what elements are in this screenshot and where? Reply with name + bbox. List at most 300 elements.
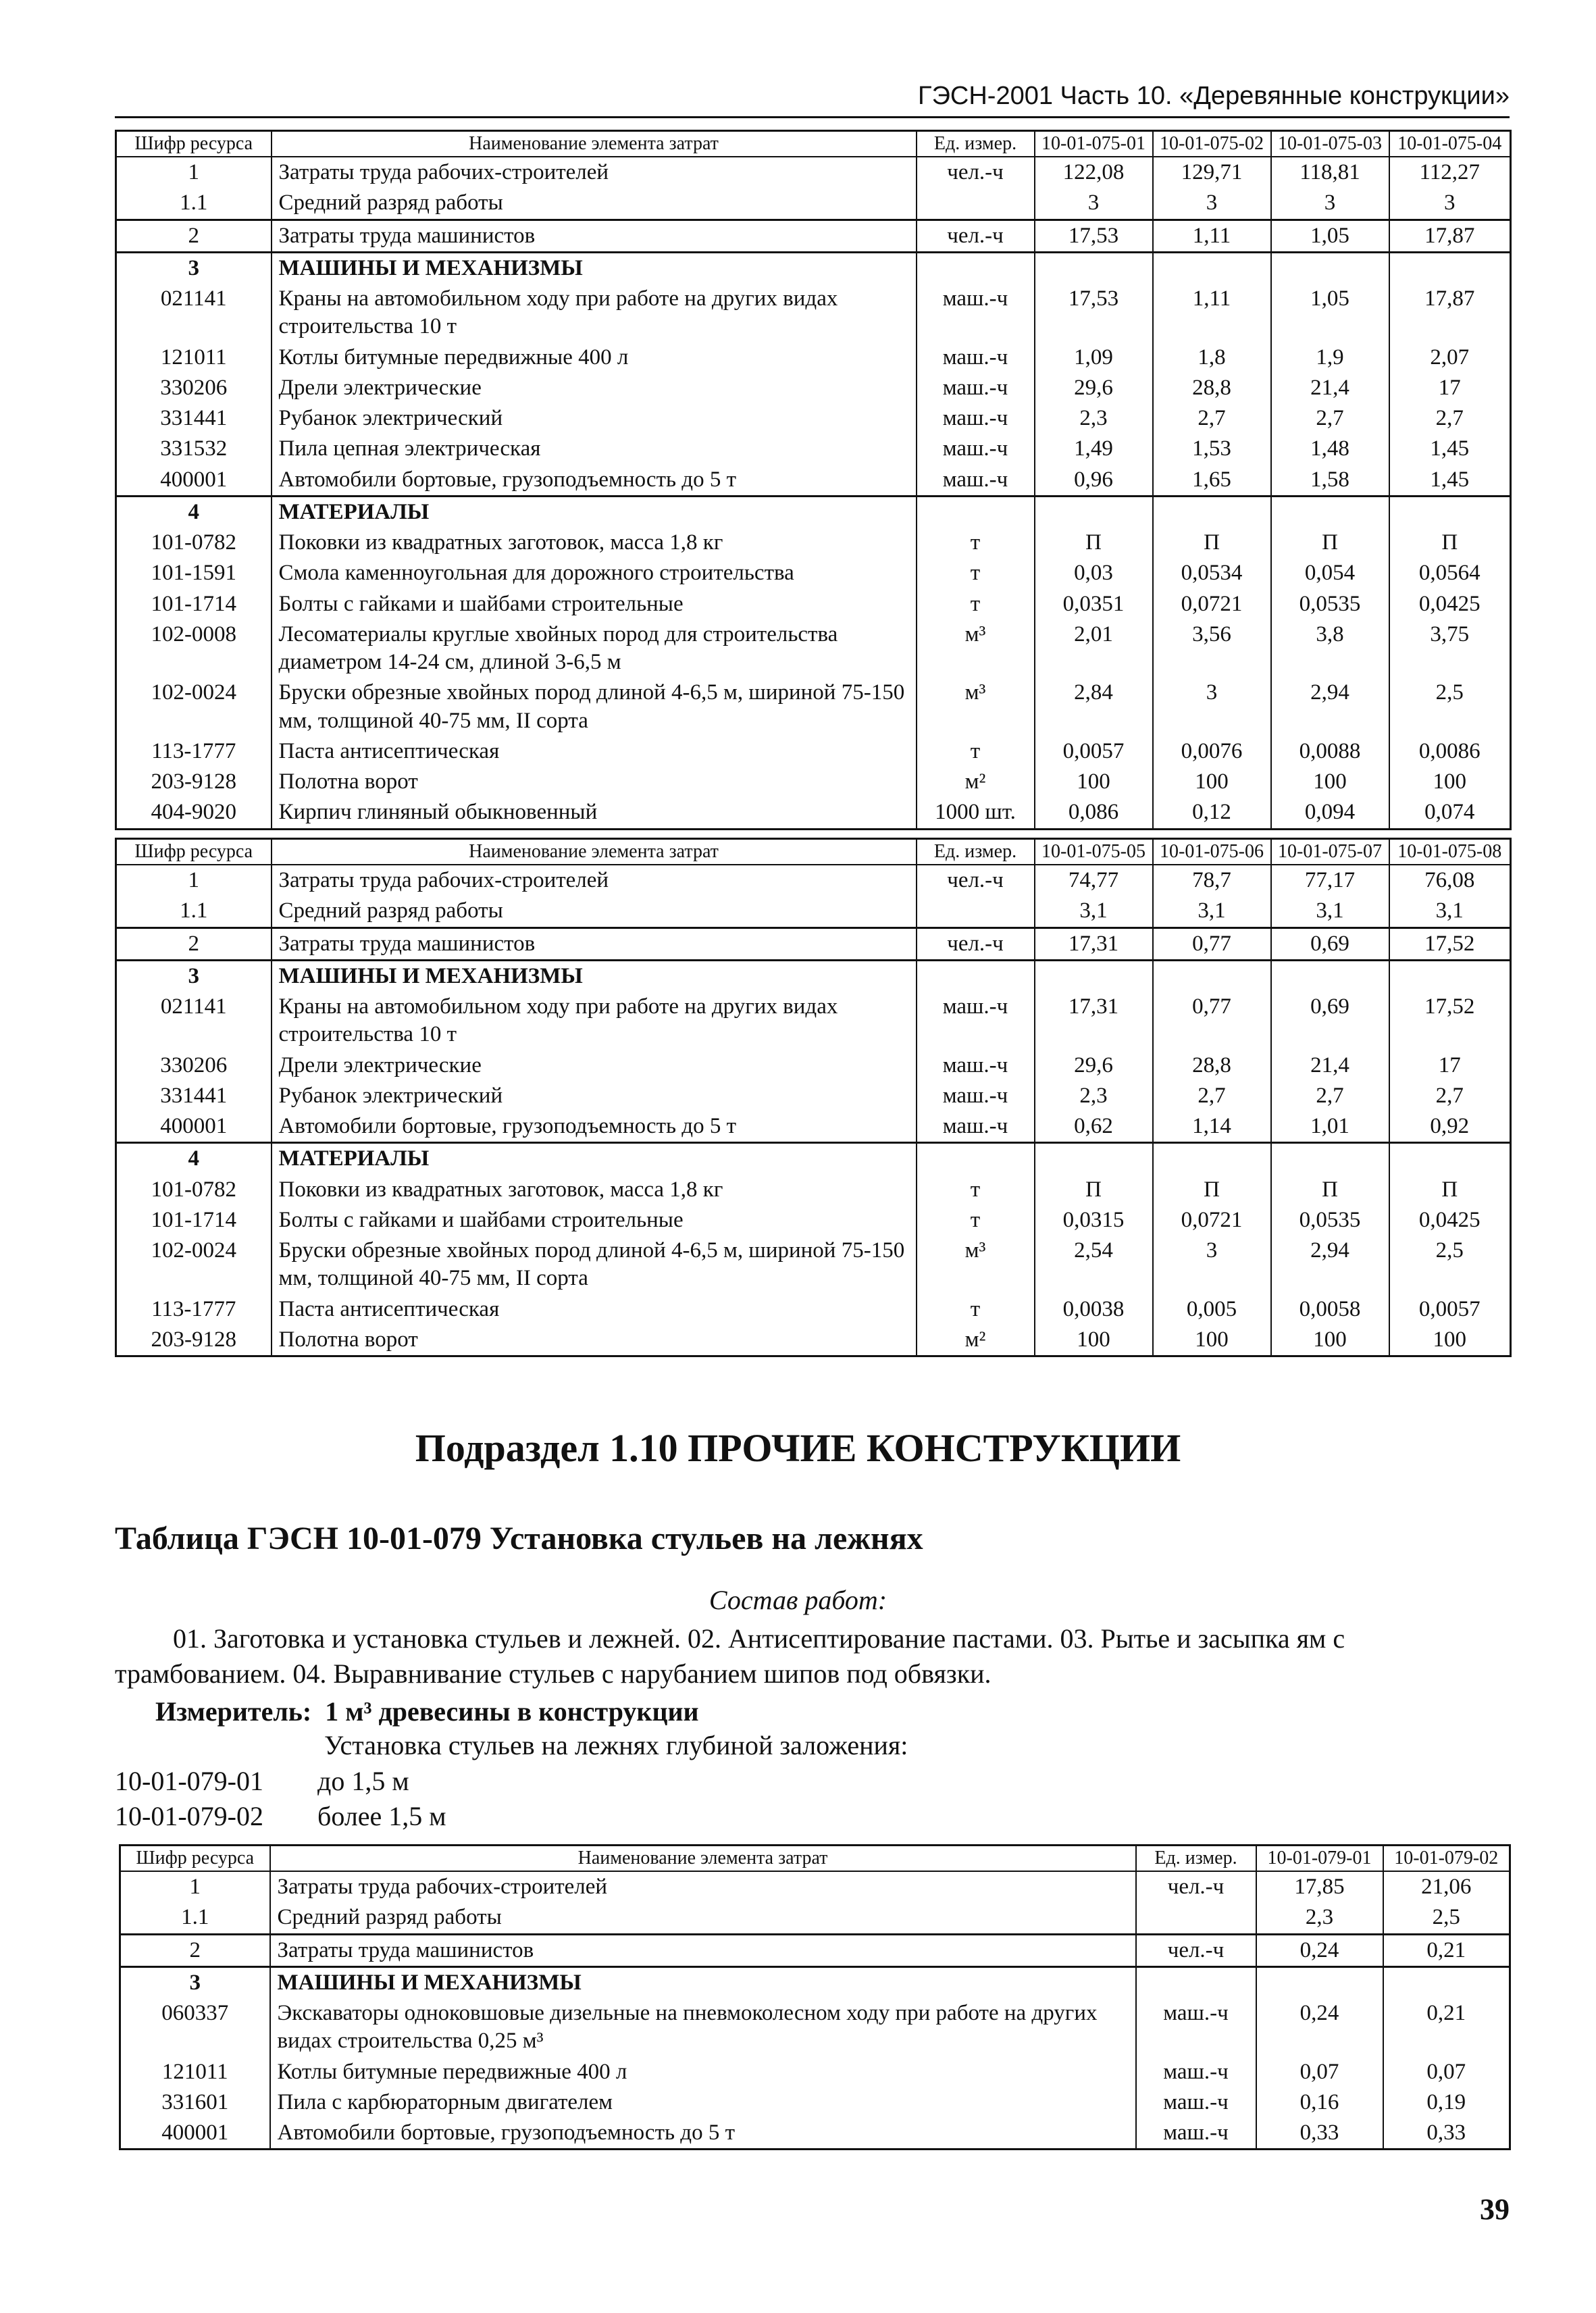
cost-item-name: Средний разряд работы: [272, 896, 917, 927]
value-cell: 1,9: [1271, 342, 1389, 373]
value-cell: [1271, 960, 1389, 992]
value-cell: 77,17: [1271, 865, 1389, 896]
cost-item-name: Болты с гайками и шайбами строительные: [272, 589, 917, 619]
value-cell: П: [1389, 528, 1511, 558]
resource-code: 060337: [120, 1998, 270, 2057]
value-cell: 100: [1035, 767, 1153, 797]
value-cell: 100: [1035, 1325, 1153, 1356]
table-row: [116, 797, 1511, 829]
value-cell: 100: [1271, 767, 1389, 797]
table-row: [116, 1143, 1511, 1175]
value-cell: 2,94: [1271, 678, 1389, 736]
unit-cell: чел.-ч: [917, 865, 1035, 896]
value-cell: 17,52: [1389, 992, 1511, 1050]
cost-item-name: Затраты труда машинистов: [272, 220, 917, 252]
table-row: [116, 373, 1511, 403]
unit-cell: [917, 960, 1035, 992]
variant-text: более 1,5 м: [317, 1801, 446, 1831]
value-cell: 0,0564: [1389, 558, 1511, 588]
table-row: [116, 927, 1511, 960]
table-row: [116, 1205, 1511, 1236]
value-cell: 3: [1153, 678, 1271, 736]
unit-cell: т: [917, 589, 1035, 619]
value-cell: 0,62: [1035, 1111, 1153, 1143]
table-row: [120, 2118, 1510, 2150]
table-header-row: [120, 1846, 1510, 1872]
table-row: [116, 1081, 1511, 1111]
value-cell: 0,054: [1271, 558, 1389, 588]
table-header-row: [116, 839, 1511, 865]
value-cell: 1,45: [1389, 434, 1511, 464]
value-cell: 2,5: [1383, 1902, 1510, 1934]
table-row: [116, 188, 1511, 220]
value-cell: 2,94: [1271, 1236, 1389, 1294]
value-cell: 1,45: [1389, 465, 1511, 497]
value-cell: 0,77: [1153, 927, 1271, 960]
table-row: [116, 496, 1511, 528]
value-cell: 0,0315: [1035, 1205, 1153, 1236]
cost-item-name: Кирпич глиняный обыкновенный: [272, 797, 917, 829]
value-cell: 17,53: [1035, 220, 1153, 252]
resource-code: 101-1714: [116, 589, 272, 619]
column-header: 10-01-075-06: [1153, 839, 1271, 865]
resource-code: 1: [120, 1871, 270, 1902]
unit-cell: м²: [917, 767, 1035, 797]
unit-cell: чел.-ч: [917, 927, 1035, 960]
unit-cell: м³: [917, 619, 1035, 678]
table-row: [116, 619, 1511, 678]
cost-item-name: Автомобили бортовые, грузоподъемность до 5 т: [272, 465, 917, 497]
value-cell: 2,7: [1389, 1081, 1511, 1111]
table-row: [116, 465, 1511, 497]
value-cell: 0,0057: [1035, 736, 1153, 767]
cost-item-name: Пила с карбюраторным двигателем: [270, 2087, 1136, 2118]
value-cell: 17,31: [1035, 927, 1153, 960]
value-cell: 2,84: [1035, 678, 1153, 736]
value-cell: 17: [1389, 373, 1511, 403]
resource-code: 2: [116, 927, 272, 960]
column-header: Шифр ресурса: [120, 1846, 270, 1872]
value-cell: [1153, 960, 1271, 992]
unit-cell: маш.-ч: [917, 1050, 1035, 1081]
value-cell: 17,87: [1389, 284, 1511, 342]
value-cell: 0,16: [1256, 2087, 1383, 2118]
value-cell: [1271, 252, 1389, 284]
table-header-row: [116, 131, 1511, 157]
value-cell: 129,71: [1153, 157, 1271, 188]
value-cell: 2,01: [1035, 619, 1153, 678]
value-cell: [1153, 252, 1271, 284]
running-header: ГЭСН-2001 Часть 10. «Деревянные конструкции»: [115, 76, 1510, 118]
cost-item-name: Паста антисептическая: [272, 736, 917, 767]
value-cell: 100: [1389, 1325, 1511, 1356]
resource-code: 400001: [120, 2118, 270, 2150]
cost-item-name: Краны на автомобильном ходу при работе на других видах строительства 10 т: [272, 284, 917, 342]
table-row: [116, 252, 1511, 284]
cost-item-name: МАТЕРИАЛЫ: [272, 496, 917, 528]
value-cell: 2,7: [1271, 403, 1389, 434]
column-header: 10-01-075-02: [1153, 131, 1271, 157]
measure-value: 1 м³ древесины в конструкции: [325, 1696, 699, 1727]
value-cell: [1256, 1966, 1383, 1998]
unit-cell: маш.-ч: [917, 1111, 1035, 1143]
column-header: 10-01-079-02: [1383, 1846, 1510, 1872]
column-header: Ед. измер.: [917, 839, 1035, 865]
resource-table-075-05-08: [115, 838, 1512, 1357]
column-header: 10-01-079-01: [1256, 1846, 1383, 1872]
page-number: 39: [1480, 2193, 1510, 2226]
unit-cell: [917, 252, 1035, 284]
table-row: [120, 1871, 1510, 1902]
unit-cell: т: [917, 736, 1035, 767]
cost-item-name: Болты с гайками и шайбами строительные: [272, 1205, 917, 1236]
column-header: 10-01-075-07: [1271, 839, 1389, 865]
value-cell: 0,69: [1271, 992, 1389, 1050]
value-cell: 0,0535: [1271, 1205, 1389, 1236]
value-cell: 29,6: [1035, 1050, 1153, 1081]
resource-code: 102-0024: [116, 1236, 272, 1294]
value-cell: 0,07: [1256, 2057, 1383, 2087]
table-row: [116, 342, 1511, 373]
value-cell: 100: [1271, 1325, 1389, 1356]
table-title: Таблица ГЭСН 10-01-079 Установка стульев на лежнях: [115, 1521, 923, 1556]
value-cell: 2,54: [1035, 1236, 1153, 1294]
value-cell: 0,0534: [1153, 558, 1271, 588]
resource-code: 102-0008: [116, 619, 272, 678]
unit-cell: маш.-ч: [1136, 1998, 1256, 2057]
cost-item-name: Затраты труда машинистов: [272, 927, 917, 960]
resource-code: 4: [116, 496, 272, 528]
value-cell: 29,6: [1035, 373, 1153, 403]
value-cell: [1035, 1143, 1153, 1175]
table-row: [116, 434, 1511, 464]
unit-cell: [917, 188, 1035, 220]
column-header: Наименование элемента затрат: [270, 1846, 1136, 1872]
value-cell: 0,77: [1153, 992, 1271, 1050]
column-header: Ед. измер.: [917, 131, 1035, 157]
unit-cell: чел.-ч: [1136, 1934, 1256, 1966]
resource-code: 101-0782: [116, 528, 272, 558]
cost-item-name: Средний разряд работы: [270, 1902, 1136, 1934]
value-cell: 0,0535: [1271, 589, 1389, 619]
resource-code: 121011: [116, 342, 272, 373]
cost-item-name: Смола каменноугольная для дорожного строительства: [272, 558, 917, 588]
table-row: [120, 1966, 1510, 1998]
unit-cell: [917, 496, 1035, 528]
value-cell: 0,92: [1389, 1111, 1511, 1143]
value-cell: 0,0721: [1153, 589, 1271, 619]
table-row: [116, 896, 1511, 927]
value-cell: 0,0038: [1035, 1294, 1153, 1325]
value-cell: 3: [1035, 188, 1153, 220]
unit-cell: чел.-ч: [917, 220, 1035, 252]
cost-item-name: Поковки из квадратных заготовок, масса 1,8 кг: [272, 528, 917, 558]
value-cell: 78,7: [1153, 865, 1271, 896]
value-cell: 0,074: [1389, 797, 1511, 829]
unit-cell: м³: [917, 678, 1035, 736]
value-cell: 28,8: [1153, 373, 1271, 403]
value-cell: 0,33: [1256, 2118, 1383, 2150]
value-cell: 0,094: [1271, 797, 1389, 829]
cost-item-name: Средний разряд работы: [272, 188, 917, 220]
unit-cell: маш.-ч: [1136, 2118, 1256, 2150]
value-cell: 100: [1389, 767, 1511, 797]
variant-code: 10-01-079-02: [115, 1801, 263, 1831]
unit-cell: чел.-ч: [917, 157, 1035, 188]
cost-item-name: Рубанок электрический: [272, 1081, 917, 1111]
resource-code: 400001: [116, 1111, 272, 1143]
unit-cell: маш.-ч: [917, 1081, 1035, 1111]
unit-cell: маш.-ч: [917, 284, 1035, 342]
resource-code: 2: [116, 220, 272, 252]
table-row: [116, 1175, 1511, 1205]
table-row: [116, 403, 1511, 434]
cost-item-name: МАТЕРИАЛЫ: [272, 1143, 917, 1175]
value-cell: П: [1035, 528, 1153, 558]
table-row: [116, 678, 1511, 736]
measure-line: [155, 1696, 699, 1727]
value-cell: 17,31: [1035, 992, 1153, 1050]
unit-cell: м³: [917, 1236, 1035, 1294]
resource-code: 2: [120, 1934, 270, 1966]
unit-cell: [1136, 1902, 1256, 1934]
value-cell: 0,96: [1035, 465, 1153, 497]
resource-code: 4: [116, 1143, 272, 1175]
resource-code: 3: [120, 1966, 270, 1998]
value-cell: 3,1: [1389, 896, 1511, 927]
resource-code: 331441: [116, 1081, 272, 1111]
table-row: [116, 767, 1511, 797]
value-cell: [1271, 496, 1389, 528]
value-cell: 122,08: [1035, 157, 1153, 188]
value-cell: 2,3: [1035, 403, 1153, 434]
unit-cell: маш.-ч: [917, 992, 1035, 1050]
value-cell: 1,49: [1035, 434, 1153, 464]
value-cell: 1,48: [1271, 434, 1389, 464]
value-cell: 3: [1389, 188, 1511, 220]
cost-item-name: Бруски обрезные хвойных пород длиной 4-6,5 м, шириной 75-150 мм, толщиной 40-75 мм, II сорта: [272, 678, 917, 736]
resource-code: 400001: [116, 465, 272, 497]
value-cell: 17,85: [1256, 1871, 1383, 1902]
column-header: 10-01-075-01: [1035, 131, 1153, 157]
table-row: [116, 528, 1511, 558]
cost-item-name: Паста антисептическая: [272, 1294, 917, 1325]
resource-code: 331441: [116, 403, 272, 434]
cost-item-name: Котлы битумные передвижные 400 л: [270, 2057, 1136, 2087]
value-cell: 0,086: [1035, 797, 1153, 829]
value-cell: 3,75: [1389, 619, 1511, 678]
table-row: [120, 1998, 1510, 2057]
value-cell: 2,7: [1153, 403, 1271, 434]
value-cell: 1,05: [1271, 220, 1389, 252]
unit-cell: маш.-ч: [1136, 2057, 1256, 2087]
resource-code: 331601: [120, 2087, 270, 2118]
column-header: 10-01-075-05: [1035, 839, 1153, 865]
unit-cell: т: [917, 1205, 1035, 1236]
value-cell: П: [1153, 528, 1271, 558]
value-cell: 2,5: [1389, 1236, 1511, 1294]
value-cell: [1271, 1143, 1389, 1175]
cost-item-name: Дрели электрические: [272, 373, 917, 403]
value-cell: 1,11: [1153, 220, 1271, 252]
unit-cell: чел.-ч: [1136, 1871, 1256, 1902]
unit-cell: маш.-ч: [917, 403, 1035, 434]
value-cell: 0,03: [1035, 558, 1153, 588]
value-cell: 0,0425: [1389, 1205, 1511, 1236]
value-cell: 3: [1271, 188, 1389, 220]
value-cell: 1,58: [1271, 465, 1389, 497]
value-cell: 1,8: [1153, 342, 1271, 373]
value-cell: П: [1389, 1175, 1511, 1205]
resource-code: 1: [116, 157, 272, 188]
value-cell: 1,53: [1153, 434, 1271, 464]
value-cell: 17,52: [1389, 927, 1511, 960]
column-header: Ед. измер.: [1136, 1846, 1256, 1872]
value-cell: 1,01: [1271, 1111, 1389, 1143]
column-header: Наименование элемента затрат: [272, 131, 917, 157]
value-cell: [1383, 1966, 1510, 1998]
table-row: [116, 157, 1511, 188]
table-row: [120, 2087, 1510, 2118]
table-row: [116, 589, 1511, 619]
resource-code: 021141: [116, 992, 272, 1050]
value-cell: 2,3: [1256, 1902, 1383, 1934]
table-row: [116, 992, 1511, 1050]
cost-item-name: Полотна ворот: [272, 1325, 917, 1356]
cost-item-name: Рубанок электрический: [272, 403, 917, 434]
variant-line: [115, 1765, 409, 1797]
value-cell: 1,14: [1153, 1111, 1271, 1143]
value-cell: 1,09: [1035, 342, 1153, 373]
value-cell: 0,24: [1256, 1998, 1383, 2057]
value-cell: 112,27: [1389, 157, 1511, 188]
value-cell: П: [1035, 1175, 1153, 1205]
resource-code: 330206: [116, 1050, 272, 1081]
column-header: Шифр ресурса: [116, 131, 272, 157]
table-row: [116, 1111, 1511, 1143]
unit-cell: [917, 896, 1035, 927]
resource-table-079: [119, 1844, 1511, 2150]
unit-cell: маш.-ч: [917, 373, 1035, 403]
value-cell: [1035, 252, 1153, 284]
value-cell: 0,0088: [1271, 736, 1389, 767]
value-cell: 21,06: [1383, 1871, 1510, 1902]
value-cell: 2,07: [1389, 342, 1511, 373]
table-row: [116, 1050, 1511, 1081]
value-cell: 76,08: [1389, 865, 1511, 896]
cost-item-name: Полотна ворот: [272, 767, 917, 797]
value-cell: 118,81: [1271, 157, 1389, 188]
column-header: 10-01-075-03: [1271, 131, 1389, 157]
unit-cell: м²: [917, 1325, 1035, 1356]
resource-code: 101-1714: [116, 1205, 272, 1236]
value-cell: 3,1: [1153, 896, 1271, 927]
value-cell: 0,0425: [1389, 589, 1511, 619]
cost-item-name: МАШИНЫ И МЕХАНИЗМЫ: [272, 960, 917, 992]
install-text: Установка стульев на лежнях глубиной заложения:: [324, 1730, 908, 1760]
resource-code: 101-0782: [116, 1175, 272, 1205]
value-cell: 2,7: [1153, 1081, 1271, 1111]
value-cell: 2,5: [1389, 678, 1511, 736]
value-cell: [1035, 960, 1153, 992]
value-cell: 17: [1389, 1050, 1511, 1081]
cost-item-name: МАШИНЫ И МЕХАНИЗМЫ: [272, 252, 917, 284]
cost-item-name: Затраты труда рабочих-строителей: [270, 1871, 1136, 1902]
resource-code: 1.1: [120, 1902, 270, 1934]
resource-code: 101-1591: [116, 558, 272, 588]
column-header: 10-01-075-04: [1389, 131, 1511, 157]
column-header: Наименование элемента затрат: [272, 839, 917, 865]
cost-item-name: Дрели электрические: [272, 1050, 917, 1081]
cost-item-name: Пила цепная электрическая: [272, 434, 917, 464]
unit-cell: [917, 1143, 1035, 1175]
value-cell: [1389, 252, 1511, 284]
resource-code: 331532: [116, 434, 272, 464]
table-row: [116, 736, 1511, 767]
value-cell: 2,7: [1271, 1081, 1389, 1111]
value-cell: 0,33: [1383, 2118, 1510, 2150]
cost-item-name: Экскаваторы одноковшовые дизельные на пневмоколесном ходу при работе на других видах строительства 0,25 м³: [270, 1998, 1136, 2057]
table-row: [116, 558, 1511, 588]
table-row: [116, 1236, 1511, 1294]
resource-code: 3: [116, 960, 272, 992]
table-row: [116, 1325, 1511, 1356]
value-cell: 0,005: [1153, 1294, 1271, 1325]
value-cell: 0,0058: [1271, 1294, 1389, 1325]
cost-item-name: Затраты труда машинистов: [270, 1934, 1136, 1966]
resource-code: 021141: [116, 284, 272, 342]
value-cell: П: [1271, 528, 1389, 558]
resource-code: 404-9020: [116, 797, 272, 829]
cost-item-name: Бруски обрезные хвойных пород длиной 4-6,5 м, шириной 75-150 мм, толщиной 40-75 мм, II сорта: [272, 1236, 917, 1294]
value-cell: 3: [1153, 188, 1271, 220]
value-cell: 100: [1153, 1325, 1271, 1356]
cost-item-name: Краны на автомобильном ходу при работе на других видах строительства 10 т: [272, 992, 917, 1050]
unit-cell: т: [917, 558, 1035, 588]
unit-cell: т: [917, 1175, 1035, 1205]
variant-text: до 1,5 м: [317, 1766, 409, 1796]
unit-cell: маш.-ч: [1136, 2087, 1256, 2118]
value-cell: 0,21: [1383, 1934, 1510, 1966]
value-cell: 0,69: [1271, 927, 1389, 960]
column-header: 10-01-075-08: [1389, 839, 1511, 865]
value-cell: [1389, 960, 1511, 992]
value-cell: 3,8: [1271, 619, 1389, 678]
table-row: [116, 284, 1511, 342]
resource-code: 113-1777: [116, 1294, 272, 1325]
value-cell: 1,11: [1153, 284, 1271, 342]
value-cell: 28,8: [1153, 1050, 1271, 1081]
table-row: [120, 2057, 1510, 2087]
value-cell: [1035, 496, 1153, 528]
value-cell: 0,12: [1153, 797, 1271, 829]
cost-item-name: Автомобили бортовые, грузоподъемность до 5 т: [270, 2118, 1136, 2150]
unit-cell: [1136, 1966, 1256, 1998]
cost-item-name: Затраты труда рабочих-строителей: [272, 865, 917, 896]
value-cell: 2,3: [1035, 1081, 1153, 1111]
value-cell: 0,21: [1383, 1998, 1510, 2057]
resource-code: 121011: [120, 2057, 270, 2087]
cost-item-name: Котлы битумные передвижные 400 л: [272, 342, 917, 373]
cost-item-name: Лесоматериалы круглые хвойных пород для строительства диаметром 14-24 см, длиной 3-6,5 м: [272, 619, 917, 678]
table-row: [116, 1294, 1511, 1325]
resource-code: 3: [116, 252, 272, 284]
work-list-text: 01. Заготовка и установка стульев и лежней. 02. Антисептирование пастами. 03. Рытье и засыпка ям с трамбованием. 04. Выравнивание стульев с нарубанием шипов под обвязки.: [115, 1623, 1345, 1689]
value-cell: 3,1: [1271, 896, 1389, 927]
resource-code: 330206: [116, 373, 272, 403]
table-row: [120, 1902, 1510, 1934]
value-cell: [1153, 1143, 1271, 1175]
